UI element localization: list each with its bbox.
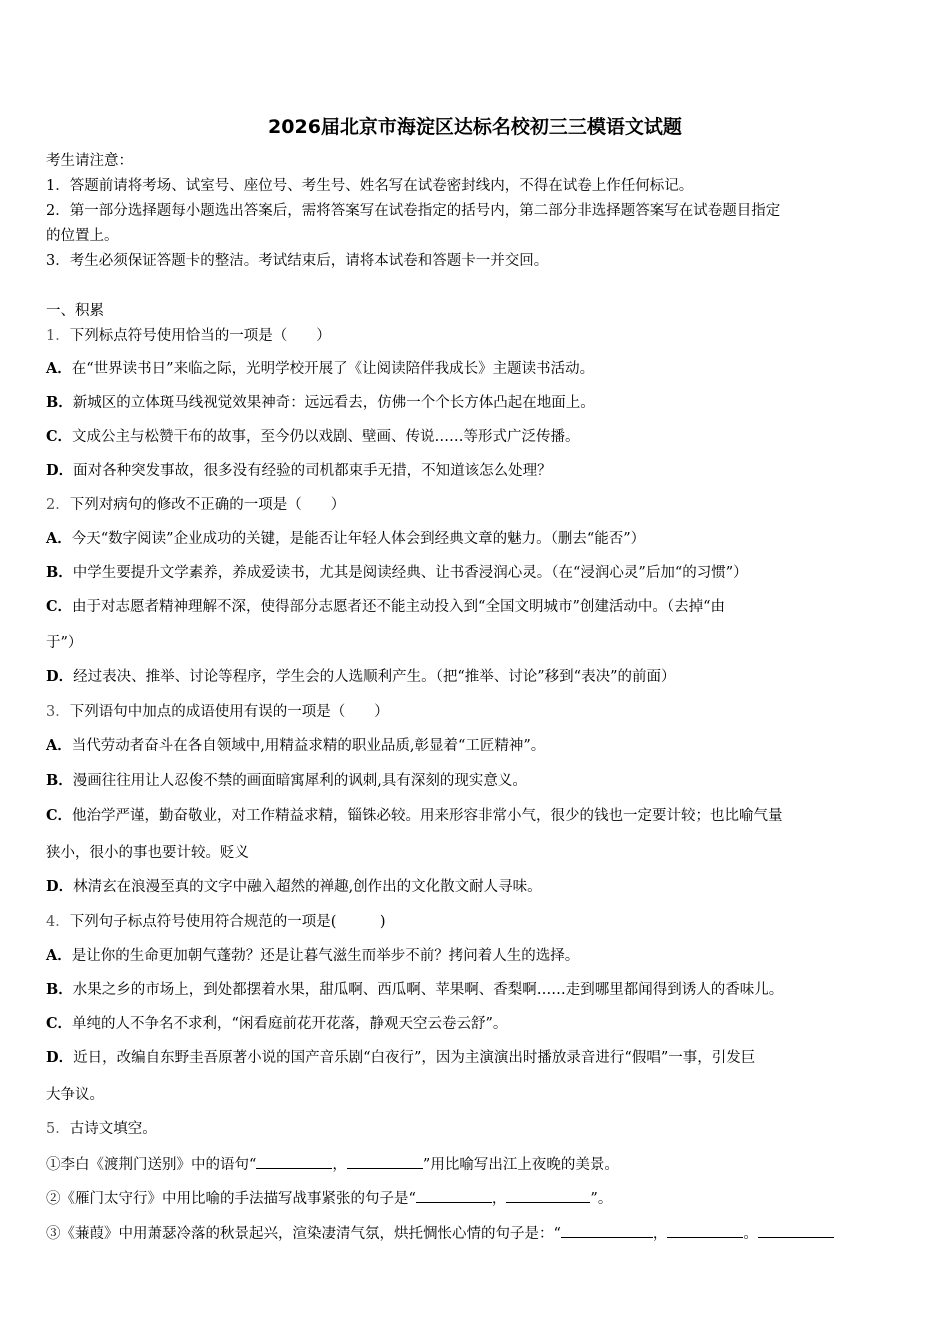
q5-item-2 — [46, 1188, 612, 1208]
fill-prefix: ①李白《渡荆门送别》中的语句“ — [46, 1157, 257, 1173]
option-label: C． — [46, 807, 73, 824]
notice-item: 3．考生必须保证答题卡的整洁。考试结束后，请将本试卷和答题卡一并交回。 — [46, 253, 549, 269]
option-label: B． — [46, 981, 73, 998]
answer-blank[interactable] — [256, 1154, 332, 1169]
fill-suffix: 。 — [743, 1226, 758, 1242]
option-label: D． — [46, 462, 74, 479]
option-text: 文成公主与松赞干布的故事，至今仍以戏剧、壁画、传说……等形式广泛传播。 — [72, 429, 580, 445]
option-text: 近日，改编自东野圭吾原著小说的国产音乐剧“白夜行”，因为主演演出时播放录音进行“假唱”一事，引发巨 — [73, 1050, 756, 1066]
option-label: B． — [46, 772, 73, 789]
page-title: 2026届北京市海淀区达标名校初三三模语文试题 — [268, 116, 682, 138]
notice-item: 1．答题前请将考场、试室号、座位号、考生号、姓名写在试卷密封线内，不得在试卷上作任何标记。 — [46, 178, 694, 194]
option-label: C． — [46, 1015, 73, 1032]
answer-blank[interactable] — [347, 1154, 423, 1169]
question-1-stem — [46, 327, 331, 345]
option-text: 中学生要提升文学素养，养成爱读书，尤其是阅读经典、让书香浸润心灵。（在“浸润心灵”后加“的习惯”） — [72, 565, 748, 581]
question-4-stem — [46, 913, 386, 931]
option-text: 面对各种突发事故，很多没有经验的司机都束手无措，不知道该怎么处理？ — [73, 463, 552, 479]
q5-item-3 — [46, 1223, 834, 1243]
question-number: 2． — [46, 497, 70, 513]
option-label: D． — [46, 878, 74, 895]
q3-option-a — [46, 737, 545, 755]
option-label: A． — [46, 947, 72, 964]
q1-option-d — [46, 462, 552, 480]
question-number: 5． — [46, 1121, 70, 1137]
q1-option-b — [46, 394, 595, 412]
question-text: 下列语句中加点的成语使用有误的一项是（ ） — [69, 704, 389, 720]
option-label: C． — [46, 428, 73, 445]
fill-suffix: ”。 — [590, 1191, 613, 1207]
fill-prefix: ③《蒹葭》中用萧瑟冷落的秋景起兴，渲染凄清气氛，烘托惆怅心情的句子是：“ — [46, 1226, 561, 1242]
question-2-stem — [46, 496, 345, 514]
q3-option-c-cont — [46, 844, 249, 862]
option-label: A． — [46, 737, 72, 754]
q2-option-c-cont — [46, 634, 82, 652]
option-text: 在“世界读书日”来临之际，光明学校开展了《让阅读陪伴我成长》主题读书活动。 — [71, 361, 595, 377]
q2-option-b — [46, 564, 748, 582]
option-text: 他治学严谨，勤奋敬业，对工作精益求精，锱铢必较。用来形容非常小气，很少的钱也一定要计较；也比喻气量 — [72, 808, 783, 824]
answer-blank[interactable] — [506, 1188, 590, 1203]
option-label: A． — [46, 360, 72, 377]
notice-item: 2．第一部分选择题每小题选出答案后，需将答案写在试卷指定的括号内，第二部分非选择题答案写在试卷题目指定 — [46, 203, 781, 219]
q4-option-b — [46, 981, 783, 999]
question-text: 古诗文填空。 — [69, 1121, 157, 1137]
question-number: 4． — [46, 914, 70, 930]
option-text: 水果之乡的市场上，到处都摆着水果，甜瓜啊、西瓜啊、苹果啊、香梨啊……走到哪里都闻得到诱人的香味儿。 — [72, 982, 784, 998]
option-text: 是让你的生命更加朝气蓬勃？还是让暮气滋生而举步不前？拷问着人生的选择。 — [71, 948, 580, 964]
fill-suffix: ”用比喻写出江上夜晚的美景。 — [422, 1157, 619, 1173]
question-number: 1． — [46, 328, 70, 344]
q4-option-d — [46, 1049, 755, 1067]
question-number: 3． — [46, 704, 70, 720]
option-text: 今天“数字阅读”企业成功的关键，是能否让年轻人体会到经典文章的魅力。（删去“能否”） — [71, 531, 646, 547]
question-5-stem — [46, 1120, 157, 1138]
q2-option-d — [46, 668, 675, 686]
option-text: 当代劳动者奋斗在各自领域中,用精益求精的职业品质,彰显着“工匠精神”。 — [71, 738, 546, 754]
answer-blank[interactable] — [416, 1188, 492, 1203]
question-text: 下列对病句的修改不正确的一项是（ ） — [69, 497, 346, 513]
option-text: 狭小，很小的事也要计较。贬义 — [46, 845, 249, 861]
question-text: 下列句子标点符号使用符合规范的一项是( ) — [69, 914, 386, 930]
section-heading: 一、积累 — [46, 303, 104, 319]
answer-blank[interactable] — [758, 1223, 834, 1238]
option-label: C． — [46, 598, 73, 615]
option-label: B． — [46, 564, 73, 581]
q4-option-d-cont — [46, 1086, 104, 1104]
q2-option-c — [46, 598, 725, 616]
fill-prefix: ②《雁门太守行》中用比喻的手法描写战事紧张的句子是“ — [46, 1191, 416, 1207]
q2-option-a — [46, 530, 645, 548]
question-3-stem — [46, 703, 389, 721]
q4-option-c — [46, 1015, 507, 1033]
option-text: 单纯的人不争名不求利，“闲看庭前花开花落，静观天空云卷云舒”。 — [72, 1016, 508, 1032]
fill-separator: ， — [491, 1191, 507, 1207]
option-text: 大争议。 — [46, 1087, 104, 1103]
fill-separator: ， — [652, 1226, 668, 1242]
option-label: A． — [46, 530, 72, 547]
q4-option-a — [46, 947, 579, 965]
option-label: D． — [46, 668, 74, 685]
answer-blank[interactable] — [561, 1223, 653, 1238]
option-label: B． — [46, 394, 73, 411]
option-text: 于”） — [46, 635, 83, 651]
option-text: 新城区的立体斑马线视觉效果神奇：远远看去，仿佛一个个长方体凸起在地面上。 — [72, 395, 595, 411]
option-text: 由于对志愿者精神理解不深，使得部分志愿者还不能主动投入到“全国文明城市”创建活动中。（去掉“由 — [72, 599, 726, 615]
option-label: D． — [46, 1049, 74, 1066]
notice-heading: 考生请注意： — [46, 153, 133, 169]
q3-option-d — [46, 878, 542, 896]
q1-option-c — [46, 428, 580, 446]
q3-option-b — [46, 772, 527, 790]
fill-separator: ， — [332, 1157, 347, 1173]
notice-item: 的位置上。 — [46, 228, 119, 244]
question-text: 下列标点符号使用恰当的一项是（ ） — [69, 328, 331, 344]
option-text: 漫画往往用让人忍俊不禁的画面暗寓犀利的讽刺,具有深刻的现实意义。 — [72, 773, 527, 789]
q1-option-a — [46, 360, 594, 378]
option-text: 林清玄在浪漫至真的文字中融入超然的禅趣,创作出的文化散文耐人寻味。 — [73, 879, 542, 895]
answer-blank[interactable] — [667, 1223, 743, 1238]
option-text: 经过表决、推举、讨论等程序，学生会的人选顺利产生。（把“推举、讨论”移到“表决”的前面） — [73, 669, 676, 685]
q5-item-1 — [46, 1154, 619, 1174]
q3-option-c — [46, 807, 783, 825]
